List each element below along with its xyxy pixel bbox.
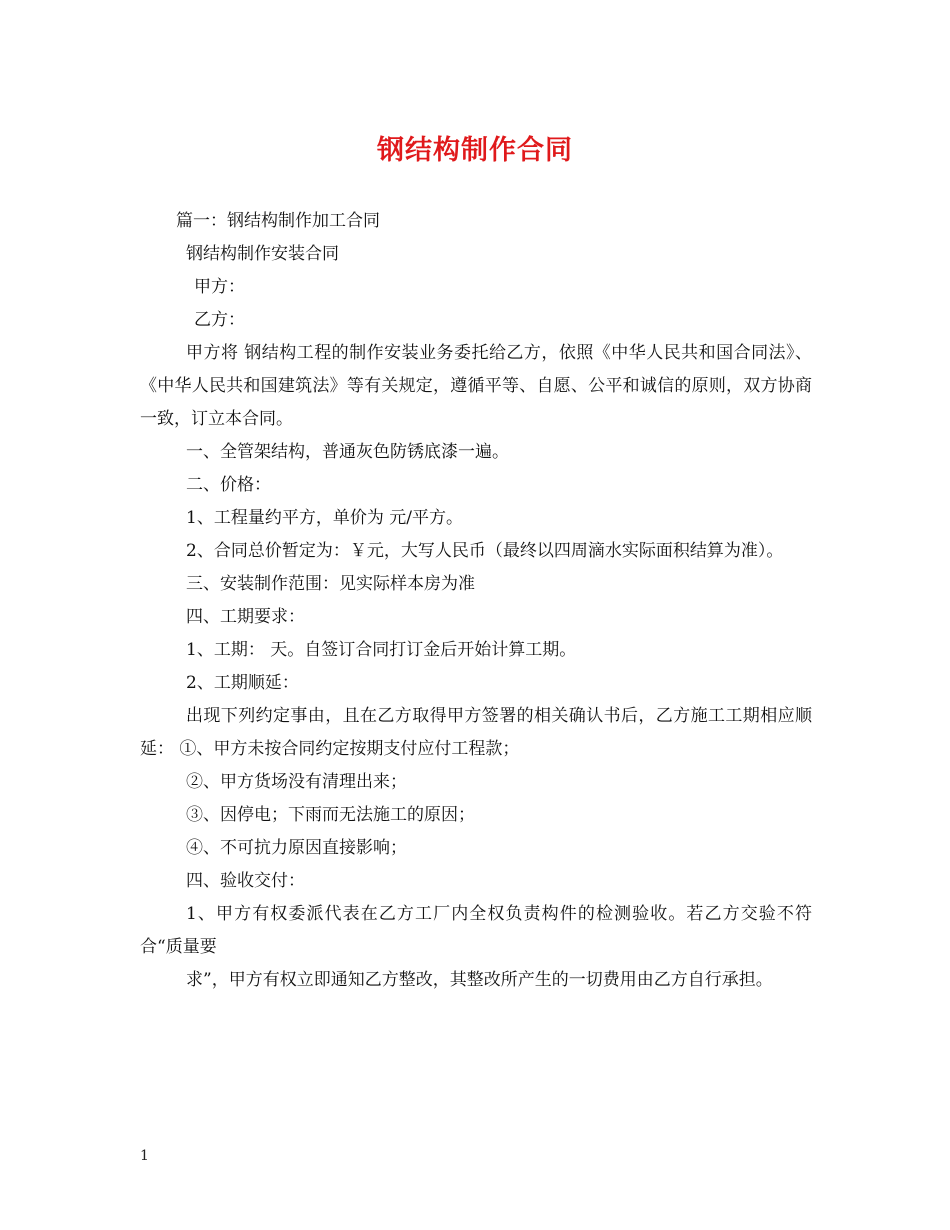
page-number: 1: [140, 1148, 149, 1164]
clause-price-heading: 二、价格：: [186, 475, 271, 495]
clause-acceptance-item-1: 1、甲方有权委派代表在乙方工厂内全权负责构件的检测验收。若乙方交验不符合“质量要: [140, 904, 812, 957]
clause-scope: 三、安装制作范围：见实际样本房为准: [186, 574, 475, 594]
party-a-line: 甲方：: [194, 277, 245, 297]
document-title: 钢结构制作合同: [377, 135, 573, 166]
clause-price-item-1: 1、工程量约平方，单价为 元/平方。: [186, 508, 463, 528]
section-heading: 篇一：钢结构制作加工合同: [176, 211, 380, 231]
clause-price-item-2: 2、合同总价暂定为：￥元，大写人民币（最终以四周滴水实际面积结算为准）。: [186, 541, 784, 561]
clause-schedule-item-2: 2、工期顺延：: [186, 673, 299, 693]
extension-item-2: ②、甲方货场没有清理出来；: [186, 772, 407, 792]
contract-subtitle: 钢结构制作安装合同: [186, 244, 339, 264]
extension-item-3: ③、因停电；下雨而无法施工的原因；: [186, 805, 475, 825]
clause-acceptance-heading: 四、验收交付：: [186, 871, 305, 891]
clause-extension-paragraph: 出现下列约定事由，且在乙方取得甲方签署的相关确认书后，乙方施工工期相应顺延： ①、甲方未按合同约定按期支付应付工程款；: [140, 706, 812, 759]
party-b-line: 乙方：: [194, 310, 245, 330]
preamble-paragraph: 甲方将 钢结构工程的制作安装业务委托给乙方，依照《中华人民共和国合同法》、《中华人民共和国建筑法》等有关规定，遵循平等、自愿、公平和诚信的原则，双方协商一致，订立本合同。: [140, 343, 812, 429]
document-body: [140, 205, 812, 997]
clause-schedule-item-1: 1、工期： 天。自签订合同打订金后开始计算工期。: [186, 640, 577, 660]
extension-item-4: ④、不可抗力原因直接影响；: [186, 838, 407, 858]
clause-schedule-heading: 四、工期要求：: [186, 607, 305, 627]
clause-structure: 一、全管架结构，普通灰色防锈底漆一遍。: [186, 442, 509, 462]
clause-acceptance-item-1-cont: 求”，甲方有权立即通知乙方整改，其整改所产生的一切费用由乙方自行承担。: [186, 970, 773, 990]
